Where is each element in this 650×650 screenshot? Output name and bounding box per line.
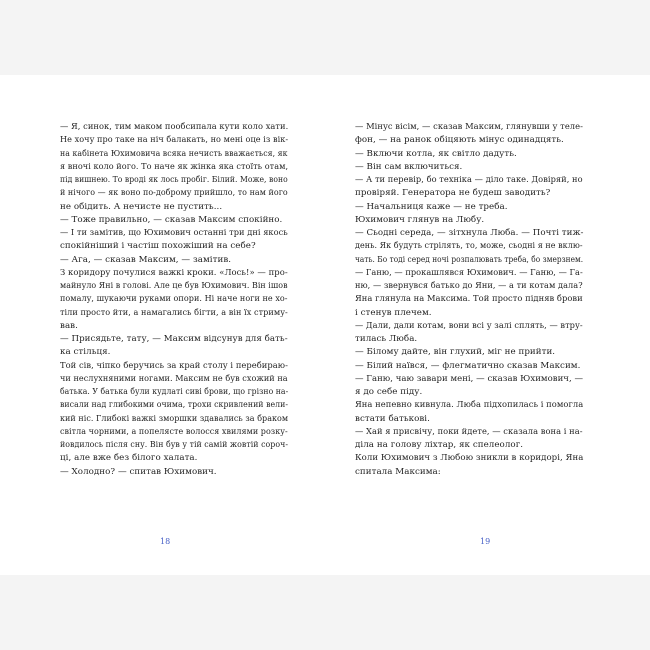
right-page-number: 19 (480, 537, 491, 546)
text-line: — Ганю, чаю завари мені, — сказав Юхимович, — (355, 373, 584, 384)
text-line: Яна непевно кивнула. Люба підхопилась і помогла (355, 400, 584, 411)
book-spread (0, 75, 650, 575)
paragraph (355, 148, 583, 161)
text-line: — Начальниця каже — не треба. (355, 201, 508, 212)
text-line: фон, — на ранок обіцяють мінус одинадцять. (355, 135, 564, 146)
text-line: йовдилось після сну. Він був у тій самій жовтій сороч- (60, 440, 289, 450)
text-line: — Я, синок, тим маком пообсипала кути коло хати. (60, 122, 289, 132)
paragraph (355, 174, 583, 201)
left-page (60, 121, 288, 491)
text-line: тилась Люба. (355, 334, 418, 344)
text-line: ка стільця. (60, 347, 111, 358)
text-line: висали над глибокими очима, трохи скривлений вели- (60, 400, 289, 411)
text-line: день. Як будуть стрілять, то, може, сьодні я не вклю- (355, 241, 583, 252)
text-line: на кабінета Юхимовича всяка нечисть вважається, як (60, 148, 288, 159)
paragraph (355, 293, 583, 320)
paragraph (60, 267, 288, 333)
text-line: не обідить. А нечисте не пустить... (60, 201, 223, 212)
paragraph (355, 227, 583, 267)
text-line: — Ага, — сказав Максим, — замітив. (60, 254, 232, 265)
text-line: спитала Максима: (355, 466, 441, 477)
right-page (355, 121, 583, 491)
text-line: — А ти перевір, бо техніка — діло таке. Довіряй, но (355, 175, 583, 185)
text-line: Яна глянула на Максима. Той просто підняв брови (355, 294, 583, 305)
text-line: діла на голову ліхтар, як спелеолог. (355, 440, 524, 450)
text-line: під вишнею. То вроді як лось пробіг. Білий. Може, воно (60, 175, 288, 185)
text-line: Коли Юхимович з Любою зникли в коридорі, Яна (355, 453, 584, 464)
text-line: вав. (60, 320, 78, 331)
text-line: З коридору почулися важкі кроки. «Лось!» — про- (60, 267, 288, 278)
paragraph (60, 466, 288, 479)
paragraph (355, 121, 583, 148)
text-line: і стенув плечем. (355, 307, 432, 318)
text-line: — Присядьте, тату, — Максим відсунув для бать- (60, 334, 288, 344)
paragraph (355, 360, 583, 373)
text-line: Той сів, чіпко беручись за край столу і перебираю- (60, 360, 288, 371)
paragraph (355, 426, 583, 453)
text-line: я до себе піду. (355, 387, 423, 397)
paragraph (355, 399, 583, 426)
paragraph (60, 360, 288, 466)
text-line: — Ганю, — прокашлявся Юхимович. — Ганю, — Га- (355, 267, 583, 278)
text-line: я вночі коло його. То наче як жінка яка стоїть отам, (60, 161, 289, 172)
paragraph (355, 201, 583, 214)
text-line: Не хочу про таке на ніч балакать, но мені оце із вік- (60, 135, 289, 146)
paragraph (355, 373, 583, 400)
paragraph (355, 267, 583, 294)
paragraph (355, 320, 583, 347)
text-line: — Хай я присвічу, поки йдете, — сказала вона і на- (355, 426, 583, 437)
paragraph (355, 452, 583, 479)
text-line: — І ти замітив, що Юхимович останні три дні якось (60, 228, 288, 238)
paragraph (60, 333, 288, 360)
paragraph (355, 346, 583, 359)
paragraph (60, 214, 288, 227)
text-line: — Мінус вісім, — сказав Максим, глянувши у теле- (355, 122, 583, 132)
text-line: батька. У батька були кудлаті сиві брови, що грізно на- (60, 387, 289, 397)
text-line: — Білий наївся, — флегматично сказав Максим. (355, 360, 581, 371)
text-line: — Включи котла, як світло дадуть. (355, 148, 517, 159)
text-line: — Він сам включиться. (355, 161, 463, 172)
text-line: чи неслухняними ногами. Максим не був схожий на (60, 373, 288, 384)
paragraph (355, 214, 583, 227)
text-line: й нічого — як воно по-доброму прийшло, то нам його (60, 188, 288, 199)
text-line: кий ніс. Глибокі важкі зморшки здавались за браком (60, 413, 289, 424)
paragraph (60, 254, 288, 267)
text-line: спокійніший і частіш похожіший на себе? (60, 241, 256, 252)
text-line: — Тоже правильно, — сказав Максим спокійно. (60, 214, 283, 225)
text-line: майнуло Яні в голові. Але це був Юхимович. Він ішов (60, 281, 288, 291)
paragraph (60, 121, 288, 214)
text-line: тіли просто йти, а намагались бігти, а він їх стриму- (60, 307, 288, 318)
text-line: світла чорними, а попелясте волосся хвилями розку- (60, 426, 288, 437)
paragraph (355, 161, 583, 174)
text-line: провіряй. Генератора не будеш заводить? (355, 188, 551, 199)
text-line: — Білому дайте, він глухий, міг не прийти. (355, 347, 556, 358)
paragraph (60, 227, 288, 254)
left-page-number: 18 (160, 537, 171, 546)
text-line: ню, — звернувся батько до Яни, — а ти котам дала? (355, 281, 583, 291)
text-line: — Сьодні середа, — зітхнула Люба. — Почті тиж- (355, 228, 584, 238)
text-line: помалу, шукаючи руками опори. Ні наче ноги не хо- (60, 294, 288, 305)
text-line: ці, але вже без білого халата. (60, 453, 198, 464)
text-line: — Холодно? — спитав Юхимович. (60, 466, 217, 477)
text-line: — Дали, дали котам, вони всі у залі сплять, — втру- (355, 320, 583, 331)
text-line: чать. Бо тоді серед ночі розпалювать треба, бо змерзнем. (355, 254, 584, 265)
text-line: Юхимович глянув на Любу. (355, 214, 485, 225)
text-line: встати батькові. (355, 413, 430, 424)
